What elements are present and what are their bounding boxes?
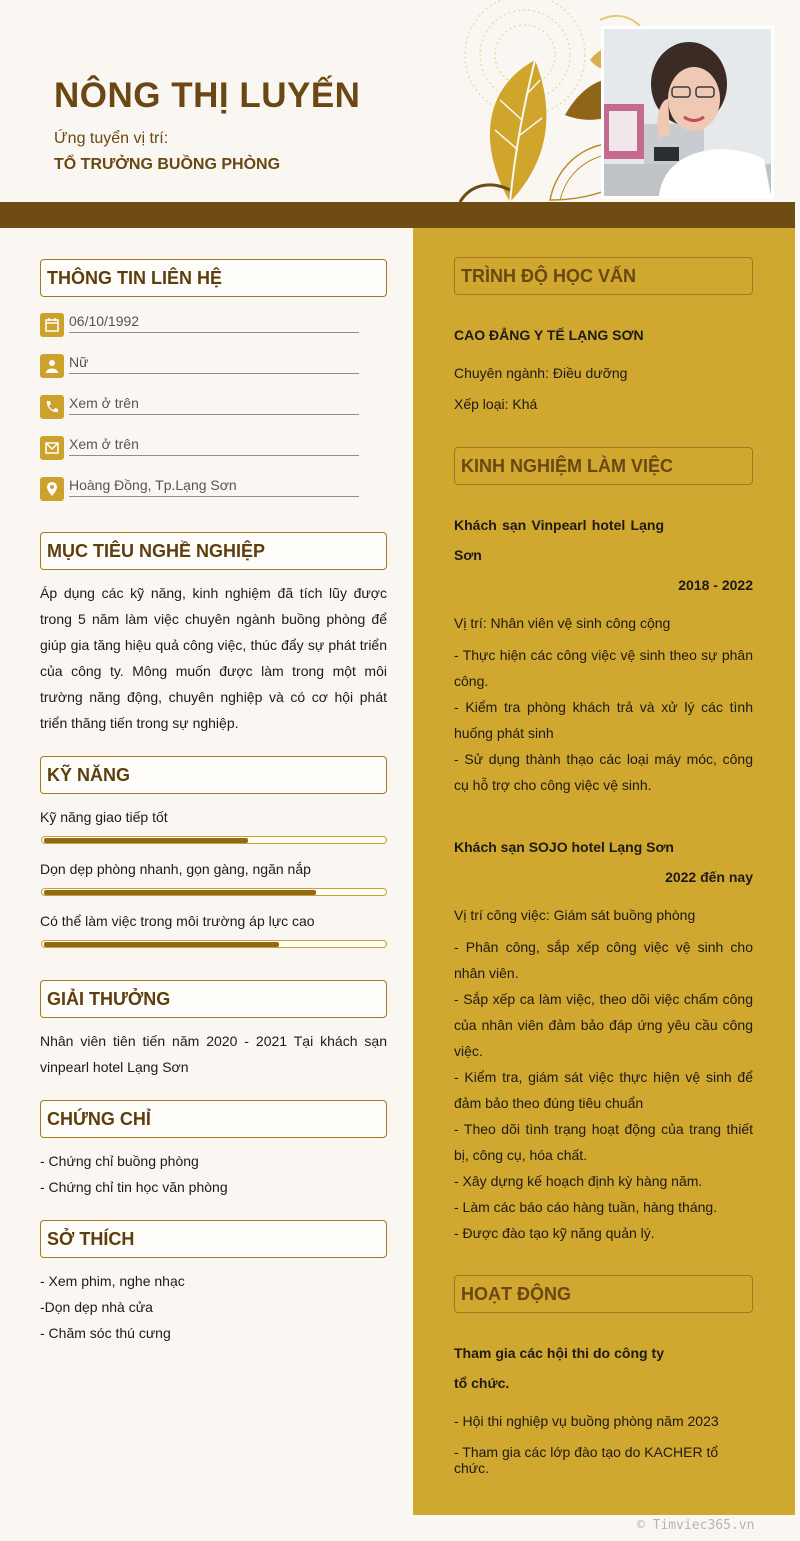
profile-photo-image: [604, 29, 771, 196]
activity-heading-continued: tổ chức.: [454, 1375, 510, 1391]
contact-section-title: THÔNG TIN LIÊN HỆ: [40, 259, 387, 297]
contact-address: [40, 477, 360, 503]
calendar-icon: [40, 313, 64, 337]
objective-section-title: MỤC TIÊU NGHỀ NGHIỆP: [40, 532, 387, 570]
user-icon: [40, 354, 64, 378]
education-major: Chuyên ngành: Điều dưỡng: [454, 365, 628, 381]
profile-photo: [601, 26, 774, 199]
skill-label: Dọn dẹp phòng nhanh, gọn gàng, ngăn nắp: [40, 861, 311, 877]
skill-bar: [41, 836, 387, 844]
job-company: Khách sạn SOJO hotel Lạng Sơn: [454, 839, 674, 855]
contact-value: Xem ở trên: [69, 395, 359, 415]
job-duties: [454, 934, 753, 1246]
certificate-item: - Chứng chỉ buồng phòng: [40, 1153, 199, 1169]
school-name: CAO ĐẲNG Y TẾ LẠNG SƠN: [454, 327, 644, 343]
education-section-title: TRÌNH ĐỘ HỌC VẤN: [454, 257, 753, 295]
contact-birthdate: [40, 313, 360, 339]
hobby-item: - Xem phim, nghe nhạc: [40, 1273, 185, 1289]
job-duty: - Kiểm tra phòng khách trả và xử lý các tình huống phát sinh: [454, 699, 753, 741]
phone-icon: [40, 395, 64, 419]
hobby-item: -Dọn dẹp nhà cửa: [40, 1299, 153, 1315]
header: [0, 0, 800, 202]
awards-section-title: GIẢI THƯỞNG: [40, 980, 387, 1018]
skill-bar: [41, 888, 387, 896]
activity-heading: Tham gia các hội thi do công ty: [454, 1345, 664, 1361]
candidate-name: NÔNG THỊ LUYẾN: [54, 76, 361, 115]
contact-phone: [40, 395, 360, 421]
job-period: 2022 đến nay: [665, 869, 753, 885]
skill-bar-fill: [44, 942, 279, 947]
activity-item: - Tham gia các lớp đào tạo do KACHER tổ chức.: [454, 1444, 719, 1476]
activity-item: - Hội thi nghiệp vụ buồng phòng năm 2023: [454, 1413, 719, 1429]
apply-label: Ứng tuyển vị trí:: [54, 130, 169, 147]
contact-email: [40, 436, 360, 462]
skill-bar: [41, 940, 387, 948]
job-company-continued: Sơn: [454, 547, 482, 563]
job-duty: - Kiểm tra, giám sát việc thực hiện vệ sinh để đảm bảo theo đúng tiêu chuẩn: [454, 1069, 753, 1111]
location-icon: [40, 477, 64, 501]
job-duty: - Làm các báo cáo hàng tuần, hàng tháng.: [454, 1199, 718, 1215]
skills-section-title: KỸ NĂNG: [40, 756, 387, 794]
left-column: [0, 228, 413, 1518]
watermark: © Timviec365.vn: [637, 1518, 755, 1533]
contact-value: Nữ: [69, 354, 359, 374]
job-duty: - Xây dựng kế hoạch định kỳ hàng năm.: [454, 1173, 703, 1189]
certificates-section-title: CHỨNG CHỈ: [40, 1100, 387, 1138]
certificate-item: - Chứng chỉ tin học văn phòng: [40, 1179, 228, 1195]
job-duty: - Phân công, sắp xếp công việc vệ sinh cho nhân viên.: [454, 939, 753, 981]
job-period: 2018 - 2022: [678, 577, 753, 593]
education-grade: Xếp loại: Khá: [454, 396, 538, 412]
hobby-item: - Chăm sóc thú cưng: [40, 1325, 171, 1341]
header-divider-bar: [0, 202, 795, 228]
job-duty: - Sử dụng thành thạo các loại máy móc, công cụ hỗ trợ cho công việc vệ sinh.: [454, 751, 753, 793]
contact-value: Hoàng Đồng, Tp.Lạng Sơn: [69, 477, 359, 497]
email-icon: [40, 436, 64, 460]
job-duties: [454, 642, 753, 798]
skill-label: Có thể làm việc trong môi trường áp lực cao: [40, 913, 315, 929]
job-duty: - Sắp xếp ca làm việc, theo dõi việc chấm công của nhân viên đảm bảo đáp ứng yêu cầu công việc.: [454, 991, 753, 1059]
skill-bar-fill: [44, 890, 316, 895]
awards-text: Nhân viên tiên tiến năm 2020 - 2021 Tại khách sạn vinpearl hotel Lạng Sơn: [40, 1033, 387, 1075]
experience-section-title: KINH NGHIỆM LÀM VIỆC: [454, 447, 753, 485]
job-role: Vị trí: Nhân viên vệ sinh công cộng: [454, 615, 671, 631]
job-duty: - Được đào tạo kỹ năng quản lý.: [454, 1225, 655, 1241]
job-company: Khách sạn Vinpearl hotel Lạng: [454, 517, 664, 533]
job-role: Vị trí công việc: Giám sát buồng phòng: [454, 907, 696, 923]
contact-gender: [40, 354, 360, 380]
applied-position: TỔ TRƯỞNG BUỒNG PHÒNG: [54, 156, 281, 173]
objective-text: Áp dụng các kỹ năng, kinh nghiệm đã tích lũy được trong 5 năm làm việc chuyên ngành buồng phòng để giúp gia tăng hiệu quả công việc, thúc đẩy sự phát triển của công ty. Mông muốn được làm trong một môi trường năng động, chuyên nghiệp và có cơ hội phát triển thăng tiến trong sự nghiệp.: [40, 585, 387, 731]
right-column: [413, 228, 795, 1515]
contact-value: 06/10/1992: [69, 313, 359, 333]
hobbies-section-title: SỞ THÍCH: [40, 1220, 387, 1258]
skill-label: Kỹ năng giao tiếp tốt: [40, 809, 168, 825]
job-duty: - Theo dõi tình trạng hoạt động của trang thiết bị, công cụ, hóa chất.: [454, 1121, 753, 1163]
activities-section-title: HOẠT ĐỘNG: [454, 1275, 753, 1313]
skill-bar-fill: [44, 838, 248, 843]
contact-value: Xem ở trên: [69, 436, 359, 456]
job-duty: - Thực hiện các công việc vệ sinh theo sự phân công.: [454, 647, 753, 689]
